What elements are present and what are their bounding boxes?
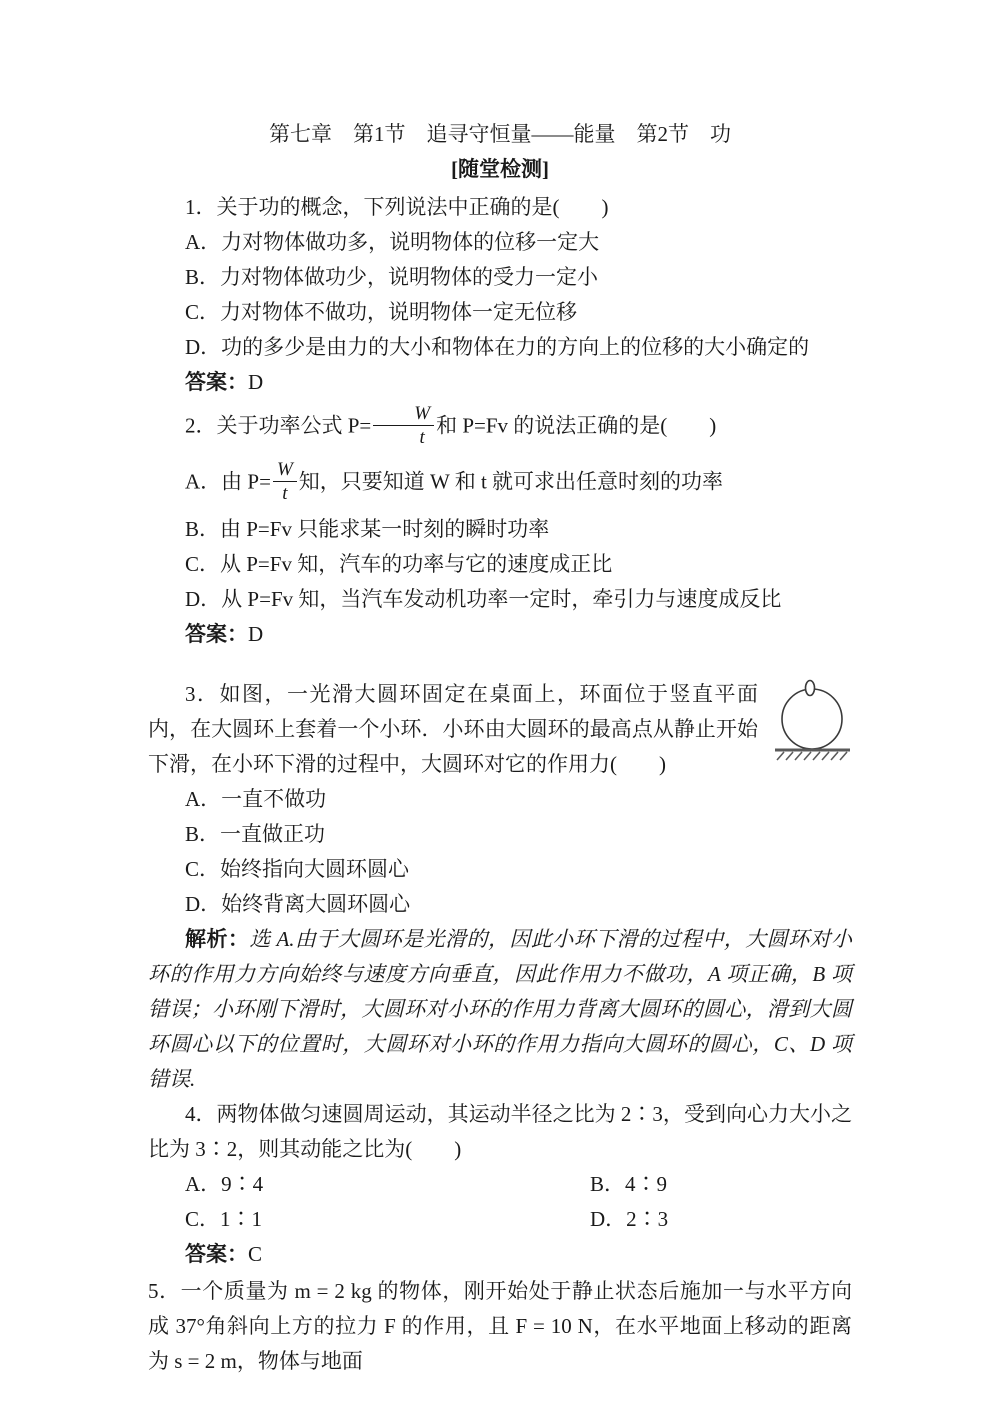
small-ring-icon (806, 681, 815, 696)
question-2 (148, 400, 852, 652)
question-2-option-a (148, 456, 852, 512)
question-4-option-c: C．1∶1 (185, 1207, 263, 1231)
question-2-prompt (148, 400, 852, 456)
question-1-prompt-text: 1．关于功的概念，下列说法中正确的是( ) (185, 195, 609, 219)
question-4-option-a: A．9∶4 (185, 1172, 264, 1196)
answer-label: 答案： (185, 370, 248, 394)
fraction-numerator: W (273, 460, 297, 482)
question-1-prompt (148, 190, 852, 225)
question-4-option-d: D．2∶3 (590, 1207, 669, 1231)
question-3 (148, 677, 852, 1097)
question-4-answer (148, 1237, 852, 1272)
section-header: [随堂检测] (451, 157, 549, 181)
fraction-w-over-t (373, 404, 434, 447)
analysis-label: 解析： (185, 927, 250, 951)
question-1-option-d: D．功的多少是由力的大小和物体在力的方向上的位移的大小确定的 (185, 335, 810, 359)
question-3-option-d: D．始终背离大圆环圆心 (185, 892, 411, 916)
question-3-option-a: A．一直不做功 (185, 787, 327, 811)
question-1-answer (148, 365, 852, 400)
question-2-option-d: D．从 P=Fv 知，当汽车发动机功率一定时，牵引力与速度成反比 (185, 587, 782, 611)
question-1-option-c: C．力对物体不做功，说明物体一定无位移 (185, 300, 578, 324)
question-2-answer (148, 617, 852, 652)
question-2-option-c: C．从 P=Fv 知，汽车的功率与它的速度成正比 (185, 552, 613, 576)
question-5 (148, 1274, 852, 1379)
question-4-prompt: 4．两物体做匀速圆周运动，其运动半径之比为 2∶3，受到向心力大小之比为 3∶2，则其动能之比为( ) (148, 1102, 852, 1161)
question-2-option-a-prefix: A．由 P= (185, 469, 271, 494)
question-2-option-a-suffix: 知，只要知道 W 和 t 就可求出任意时刻的功率 (298, 469, 724, 494)
answer-label: 答案： (185, 622, 248, 646)
fraction-numerator: W (373, 404, 434, 426)
analysis-text: 选 A.由于大圆环是光滑的，因此小环下滑的过程中，大圆环对小环的作用力方向始终与速度方向垂直，因此作用力不做功，A 项正确，B 项错误；小环刚下滑时，大圆环对小环的作用力背离大圆环的圆心，滑到大圆环圆心以下的位置时，大圆环对小环的作用力指向大圆环的圆心，C、D 项错误. (148, 927, 853, 1091)
ring-on-ground-figure (772, 679, 852, 763)
question-1-option-a: A．力对物体做功多，说明物体的位移一定大 (185, 230, 600, 254)
question-5-prompt: 5．一个质量为 m = 2 kg 的物体，刚开始处于静止状态后施加一与水平方向成 37°角斜向上方的拉力 F 的作用，且 F = 10 N，在水平地面上移动的距离为 s = 2 m，物体与地面 (148, 1279, 852, 1373)
answer-value: C (248, 1242, 263, 1266)
question-3-option-c: C．始终指向大圆环圆心 (185, 857, 410, 881)
question-3-option-b: B．一直做正功 (185, 822, 326, 846)
question-4-options (148, 1167, 852, 1237)
fraction-denominator: t (419, 427, 425, 448)
question-4 (148, 1097, 852, 1272)
question-2-prompt-suffix: 和 P=Fv 的说法正确的是( ) (436, 413, 717, 438)
page-title: 第七章 第1节 追寻守恒量——能量 第2节 功 (269, 122, 731, 146)
fraction-denominator: t (282, 483, 288, 504)
question-1 (148, 190, 852, 400)
question-3-analysis (148, 922, 852, 1097)
answer-label: 答案： (185, 1242, 248, 1266)
answer-value: D (248, 370, 264, 394)
question-2-prompt-prefix: 2．关于功率公式 P= (185, 413, 372, 438)
question-3-prompt: 3．如图，一光滑大圆环固定在桌面上，环面位于竖直平面内，在大圆环上套着一个小环．小环由大圆环的最高点从静止开始下滑，在小环下滑的过程中，大圆环对它的作用力( ) (148, 682, 758, 776)
fraction-w-over-t (273, 460, 297, 503)
ground-hatching (777, 752, 847, 760)
answer-value: D (248, 622, 264, 646)
large-ring-icon (782, 689, 842, 749)
question-1-option-b: B．力对物体做功少，说明物体的受力一定小 (185, 265, 599, 289)
question-4-option-b: B．4∶9 (590, 1172, 668, 1196)
question-2-option-b: B．由 P=Fv 只能求某一时刻的瞬时功率 (185, 517, 550, 541)
